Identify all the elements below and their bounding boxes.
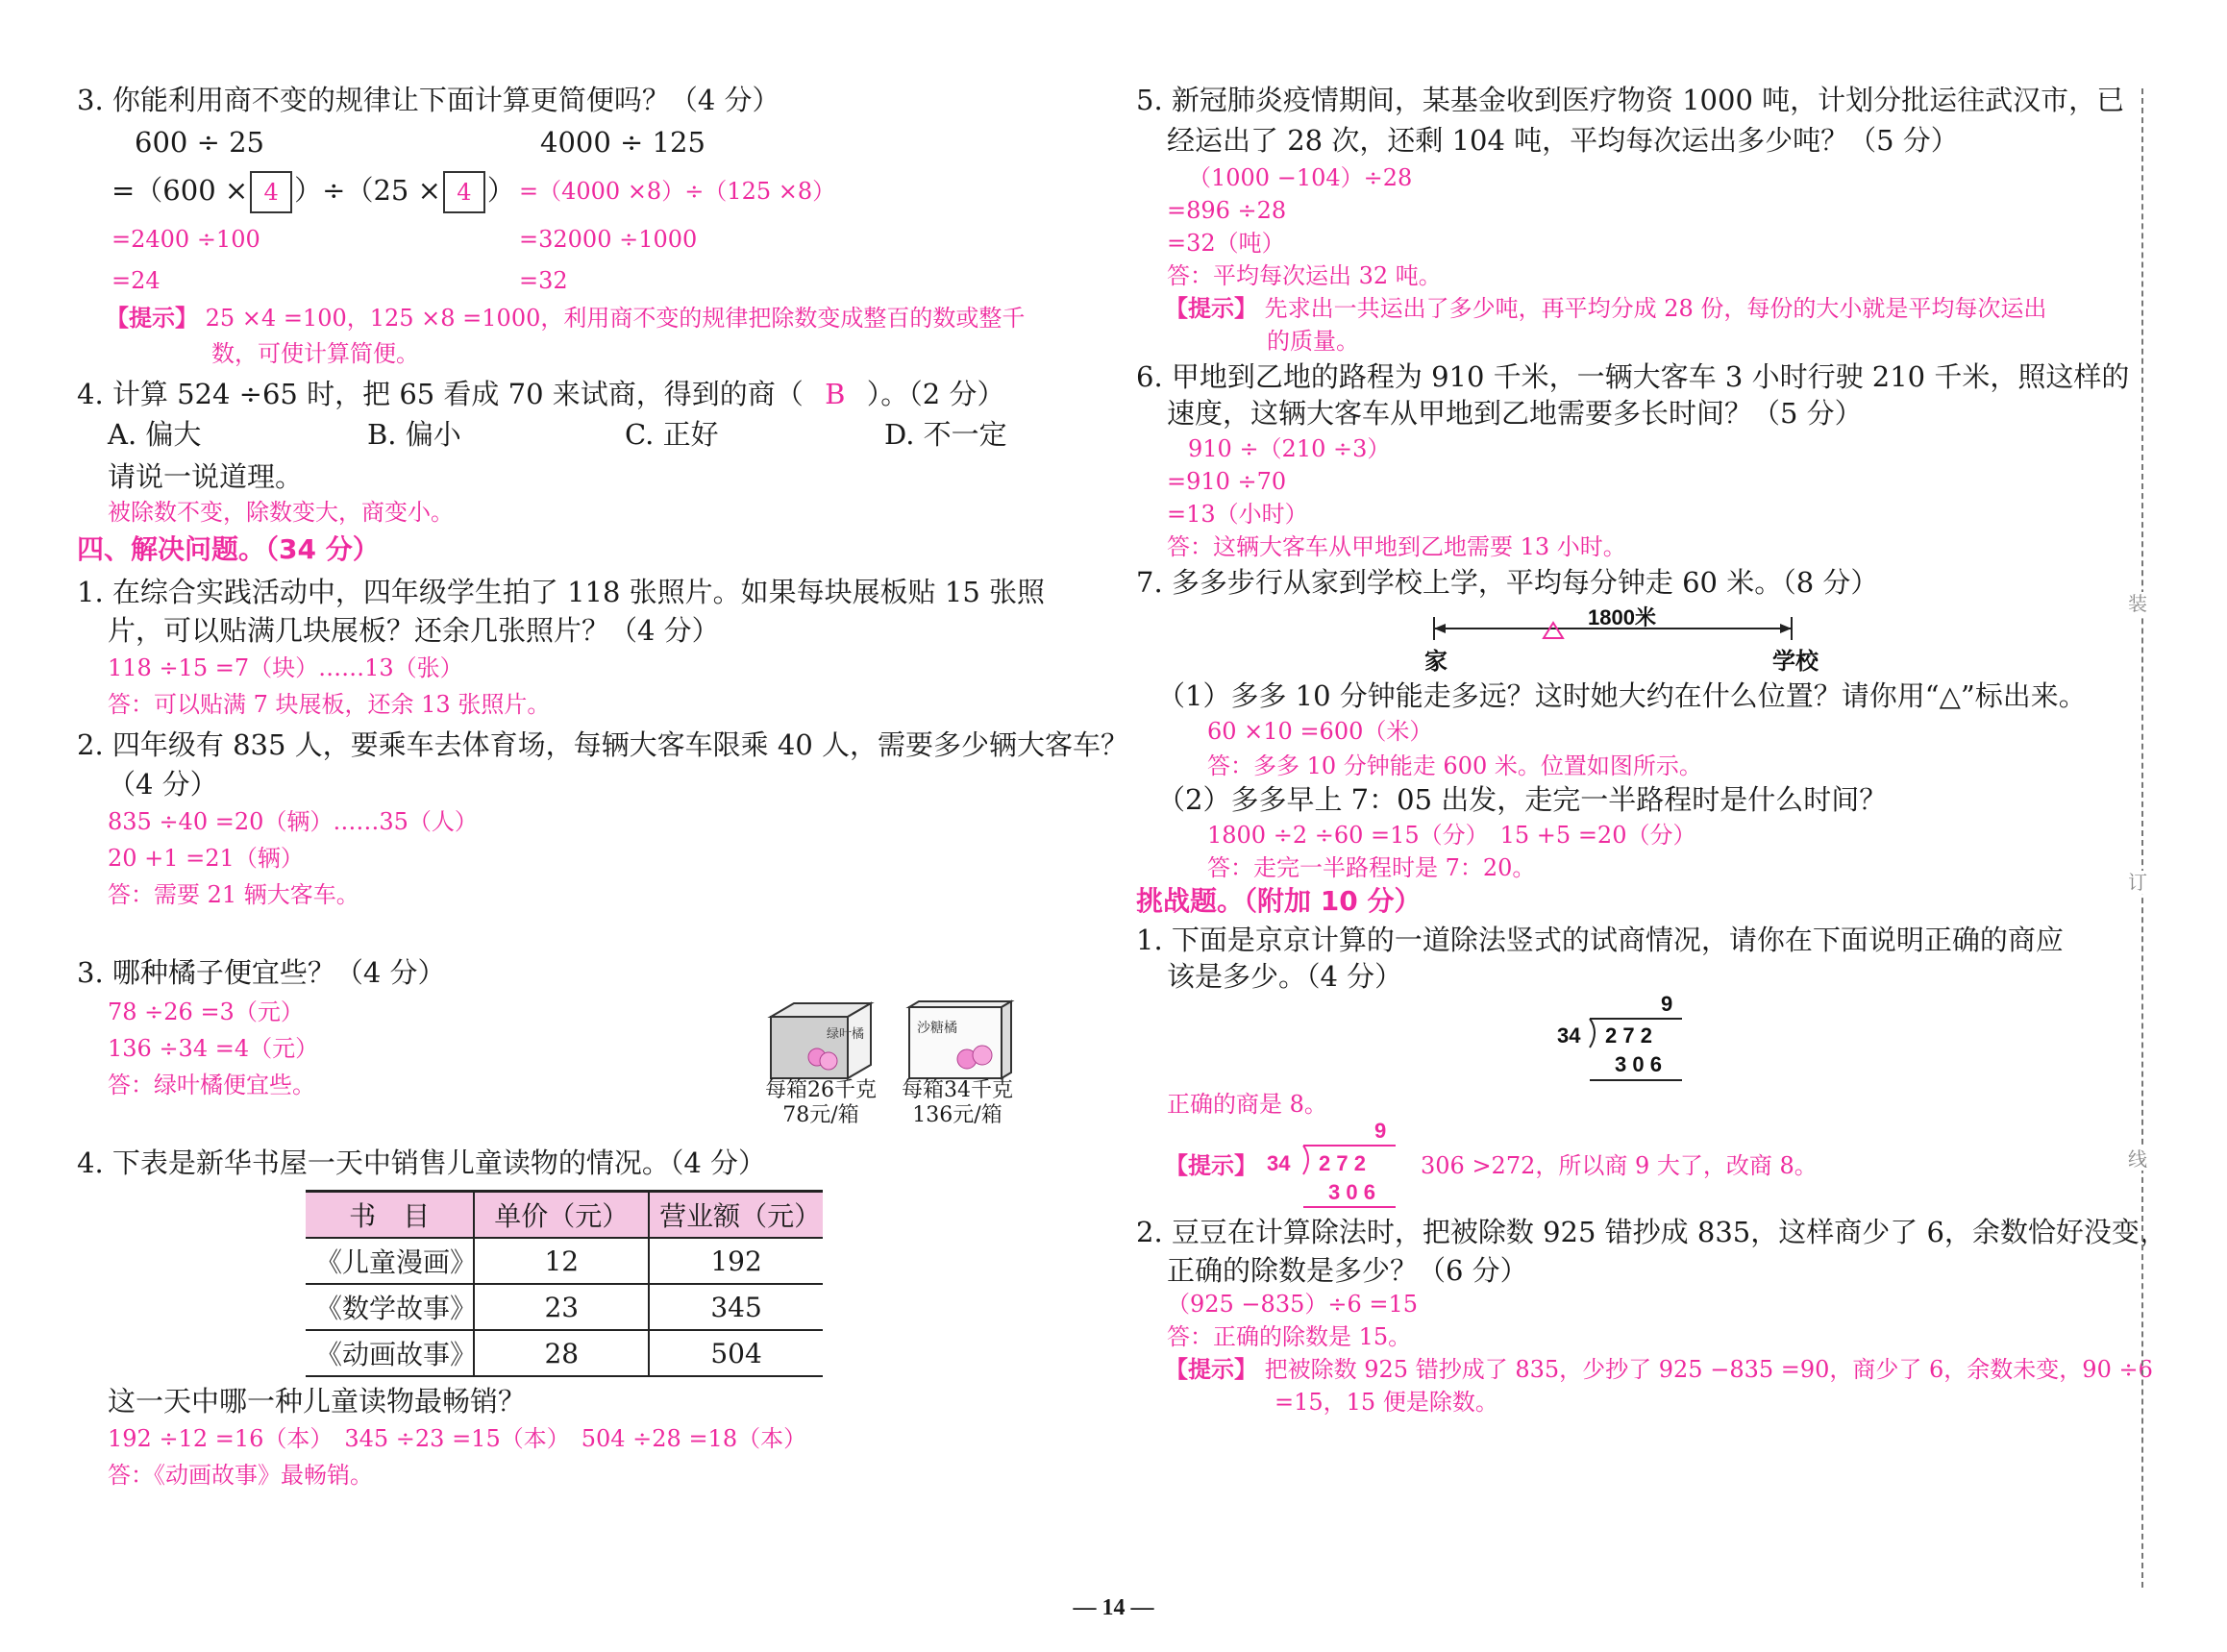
table-header-revenue: 营业额（元） bbox=[649, 1192, 823, 1239]
q3-ex2-line2: =32000 ÷1000 bbox=[519, 226, 698, 253]
p2-ans-2: 20 +1 =21（辆） bbox=[108, 845, 304, 872]
q3-ex2-line3: =32 bbox=[519, 267, 568, 294]
table-cell: 12 bbox=[474, 1238, 649, 1284]
q5-ans-2: =896 ÷28 bbox=[1167, 197, 1287, 224]
p3-ans-1: 78 ÷26 =3（元） bbox=[108, 999, 304, 1025]
table-cell: 345 bbox=[649, 1284, 823, 1330]
q4-stem-b: ）。（2 分） bbox=[866, 378, 1005, 410]
q3-blank-1: 4 bbox=[250, 171, 292, 213]
q7-sub2-ans-2: 答：走完一半路程时是 7：20。 bbox=[1207, 854, 1536, 881]
q3-hint-text-1: 25 ×4 =100，125 ×8 =1000，利用商不变的规律把除数变成整百的数或整千 bbox=[205, 305, 1026, 332]
table-cell: 28 bbox=[474, 1330, 649, 1376]
q6-stem-1: 6. 甲地到乙地的路程为 910 千米，一辆大客车 3 小时行驶 210 千米，照这样的 bbox=[1136, 360, 2130, 393]
box2-caption-price: 136元/箱 bbox=[912, 1103, 1002, 1127]
box2-label: 沙糖橘 bbox=[917, 1021, 957, 1036]
p2-stem-2: （4 分） bbox=[108, 768, 218, 801]
hint-division-divisor: 34 bbox=[1267, 1151, 1291, 1175]
sales-table bbox=[306, 1190, 823, 1377]
hint-long-division bbox=[1261, 1117, 1405, 1213]
p4-ans-2: 答：《动画故事》最畅销。 bbox=[108, 1462, 373, 1489]
table-cell: 504 bbox=[649, 1330, 823, 1376]
q6-stem-2: 速度，这辆大客车从甲地到乙地需要多长时间？（5 分） bbox=[1167, 397, 1863, 430]
p2-stem-1: 2. 四年级有 835 人，要乘车去体育场，每辆大客车限乘 40 人，需要多少辆大客车？ bbox=[77, 728, 1129, 761]
q3-hint-2: 数，可使计算简便。 bbox=[211, 340, 419, 367]
p1-ans-1: 118 ÷15 =7（块）……13（张） bbox=[108, 654, 463, 681]
q3-blank-2: 4 bbox=[443, 171, 485, 213]
c2-hint-2: =15，15 便是除数。 bbox=[1274, 1389, 1498, 1416]
box2-caption-weight: 每箱34千克 bbox=[902, 1078, 1013, 1102]
table-cell: 192 bbox=[649, 1238, 823, 1284]
c2-stem-1: 2. 豆豆在计算除法时，把被除数 925 错抄成 835，这样商少了 6，余数恰好没变， bbox=[1136, 1216, 2167, 1248]
margin-label-xian: 线 bbox=[2128, 1147, 2147, 1171]
table-header-price: 单价（元） bbox=[474, 1192, 649, 1239]
box1-caption-weight: 每箱26千克 bbox=[765, 1078, 877, 1102]
hint-division-dividend: 2 7 2 bbox=[1319, 1151, 1366, 1175]
box1-caption-price: 78元/箱 bbox=[782, 1103, 859, 1127]
c1-stem-1: 1. 下面是京京计算的一道除法竖式的试商情况，请你在下面说明正确的商应 bbox=[1136, 924, 2064, 956]
q4-option-c: C. 正好 bbox=[625, 418, 719, 451]
section-title: 四、解决问题。（34 分） bbox=[77, 533, 380, 565]
q7-sub1-ans-2: 答：多多 10 分钟能走 600 米。位置如图所示。 bbox=[1207, 752, 1702, 779]
q4-prompt: 请说一说道理。 bbox=[108, 460, 304, 493]
table-row bbox=[306, 1284, 823, 1330]
p4-stem: 4. 下表是新华书屋一天中销售儿童读物的情况。（4 分） bbox=[77, 1147, 767, 1179]
position-triangle-marker bbox=[1544, 623, 1563, 638]
box1-label: 绿叶橘 bbox=[827, 1027, 865, 1042]
q5-hint-2: 的质量。 bbox=[1267, 328, 1359, 355]
q3-stem: 3. 你能利用商不变的规律让下面计算更简便吗？（4 分） bbox=[77, 84, 780, 116]
hint-tag: 【提示】 bbox=[1165, 1152, 1257, 1179]
school-label: 学校 bbox=[1772, 648, 1819, 675]
q6-ans-4: 答：这辆大客车从甲地到乙地需要 13 小时。 bbox=[1167, 533, 1626, 560]
q4-option-a: A. 偏大 bbox=[108, 418, 202, 451]
q7-sub1: （1）多多 10 分钟能走多远？这时她大约在什么位置？请你用“△”标出来。 bbox=[1157, 679, 2087, 712]
q7-sub1-ans-1: 60 ×10 =600（米） bbox=[1207, 718, 1433, 745]
p2-ans-3: 答：需要 21 辆大客车。 bbox=[108, 881, 359, 908]
q6-ans-2: =910 ÷70 bbox=[1167, 468, 1287, 495]
q5-ans-1: （1000 −104）÷28 bbox=[1188, 164, 1413, 191]
q3-ex1-line1 bbox=[111, 171, 515, 213]
p1-stem-1: 1. 在综合实践活动中，四年级学生拍了 118 张照片。如果每块展板贴 15 张照 bbox=[77, 576, 1046, 608]
table-cell: 《动画故事》 bbox=[306, 1330, 474, 1376]
q5-stem-1: 5. 新冠肺炎疫情期间，某基金收到医疗物资 1000 吨，计划分批运往武汉市，已 bbox=[1136, 84, 2125, 116]
hint-division-quotient: 9 bbox=[1374, 1119, 1387, 1143]
c2-ans-1: （925 −835）÷6 =15 bbox=[1167, 1291, 1419, 1318]
orange-boxes-illustration bbox=[765, 999, 1025, 1086]
q6-ans-3: =13（小时） bbox=[1167, 501, 1308, 528]
c1-hint-text: 306 >272，所以商 9 大了，改商 8。 bbox=[1421, 1152, 1818, 1179]
green-leaf-orange-box bbox=[771, 1003, 871, 1078]
long-division bbox=[1547, 990, 1692, 1086]
q3-ex1-l1b: ）÷（25 × bbox=[294, 174, 441, 207]
page-number: — 14 — bbox=[1073, 1595, 1154, 1620]
q3-hint-1 bbox=[106, 302, 1025, 334]
table-row bbox=[306, 1330, 823, 1376]
c2-hint-1 bbox=[1165, 1353, 2153, 1386]
hint-division-product: 3 0 6 bbox=[1328, 1180, 1375, 1204]
p3-stem: 3. 哪种橘子便宜些？（4 分） bbox=[77, 956, 446, 989]
box1-caption bbox=[761, 1078, 880, 1128]
p3-ans-3: 答：绿叶橘便宜些。 bbox=[108, 1072, 315, 1098]
hint-tag: 【提示】 bbox=[106, 305, 198, 332]
q4-option-b: B. 偏小 bbox=[367, 418, 461, 451]
division-divisor: 34 bbox=[1557, 1023, 1581, 1048]
q3-ex1-line3: =24 bbox=[111, 267, 161, 294]
q7-sub2-ans-1: 1800 ÷2 ÷60 =15（分） 15 +5 =20（分） bbox=[1207, 822, 1696, 849]
division-dividend: 2 7 2 bbox=[1605, 1023, 1652, 1048]
challenge-title: 挑战题。（附加 10 分） bbox=[1136, 885, 1422, 917]
box2-caption bbox=[892, 1078, 1023, 1128]
q5-hint-text-1: 先求出一共运出了多少吨，再平均分成 28 份，每份的大小就是平均每次运出 bbox=[1264, 295, 2047, 322]
division-product: 3 0 6 bbox=[1615, 1052, 1662, 1076]
q7-sub2: （2）多多早上 7：05 出发，走完一半路程时是什么时间？ bbox=[1157, 783, 1888, 816]
table-header-row bbox=[306, 1192, 823, 1239]
c2-stem-2: 正确的除数是多少？（6 分） bbox=[1167, 1254, 1528, 1287]
q4-reason: 被除数不变，除数变大，商变小。 bbox=[108, 499, 454, 526]
table-header-title: 书 目 bbox=[306, 1192, 474, 1239]
c1-stem-2: 该是多少。（4 分） bbox=[1167, 960, 1403, 993]
q7-stem: 7. 多多步行从家到学校上学，平均每分钟走 60 米。（8 分） bbox=[1136, 566, 1879, 599]
c2-hint-text-1: 把被除数 925 错抄成了 835，少抄了 925 −835 =90，商少了 6，余数未变，90 ÷6 bbox=[1264, 1356, 2153, 1383]
home-label: 家 bbox=[1424, 648, 1448, 675]
hint-tag: 【提示】 bbox=[1165, 295, 1257, 322]
sugar-orange-box bbox=[909, 1001, 1011, 1078]
binding-dashed-line bbox=[2141, 88, 2143, 1588]
q4-answer: B bbox=[825, 378, 846, 410]
c1-answer: 正确的商是 8。 bbox=[1167, 1091, 1327, 1118]
distance-label: 1800米 bbox=[1588, 605, 1656, 629]
margin-label-zhuang: 装 bbox=[2128, 592, 2147, 615]
q5-stem-2: 经运出了 28 次，还剩 104 吨，平均每次运出多少吨？（5 分） bbox=[1167, 124, 1959, 157]
q3-ex2-top: 4000 ÷ 125 bbox=[540, 126, 705, 159]
q4-stem bbox=[77, 375, 1004, 413]
q3-ex1-top: 600 ÷ 25 bbox=[135, 126, 264, 159]
q3-ex2-line1: =（4000 ×8）÷（125 ×8） bbox=[519, 178, 836, 205]
p2-ans-1: 835 ÷40 =20（辆）……35（人） bbox=[108, 808, 478, 835]
p4-ans-1: 192 ÷12 =16（本） 345 ÷23 =15（本） 504 ÷28 =18（本） bbox=[108, 1425, 807, 1452]
margin-label-ding: 订 bbox=[2128, 871, 2147, 894]
division-quotient: 9 bbox=[1661, 992, 1673, 1016]
q5-ans-4: 答：平均每次运出 32 吨。 bbox=[1167, 262, 1442, 289]
hint-tag: 【提示】 bbox=[1165, 1356, 1257, 1383]
q6-ans-1: 910 ÷（210 ÷3） bbox=[1188, 435, 1391, 462]
p3-ans-2: 136 ÷34 =4（元） bbox=[108, 1035, 319, 1062]
q5-ans-3: =32（吨） bbox=[1167, 230, 1285, 257]
route-diagram bbox=[1423, 604, 1819, 680]
q3-ex1-l1a: =（600 × bbox=[111, 174, 249, 207]
table-cell: 《数学故事》 bbox=[306, 1284, 474, 1330]
c2-ans-2: 答：正确的除数是 15。 bbox=[1167, 1323, 1412, 1350]
c1-hint-tag bbox=[1165, 1149, 1257, 1182]
q3-ex1-l1c: ） bbox=[486, 174, 515, 207]
q5-hint-1 bbox=[1165, 292, 2046, 325]
q3-ex1-line2: =2400 ÷100 bbox=[111, 226, 260, 253]
table-cell: 23 bbox=[474, 1284, 649, 1330]
table-cell: 《儿童漫画》 bbox=[306, 1238, 474, 1284]
q4-option-d: D. 不一定 bbox=[884, 418, 1007, 451]
p1-ans-2: 答：可以贴满 7 块展板，还余 13 张照片。 bbox=[108, 691, 551, 718]
p4-question: 这一天中哪一种儿童读物最畅销？ bbox=[108, 1385, 527, 1418]
p1-stem-2: 片，可以贴满几块展板？还余几张照片？（4 分） bbox=[108, 614, 720, 647]
q4-stem-a: 4. 计算 524 ÷65 时，把 65 看成 70 来试商，得到的商（ bbox=[77, 378, 804, 410]
table-row bbox=[306, 1238, 823, 1284]
